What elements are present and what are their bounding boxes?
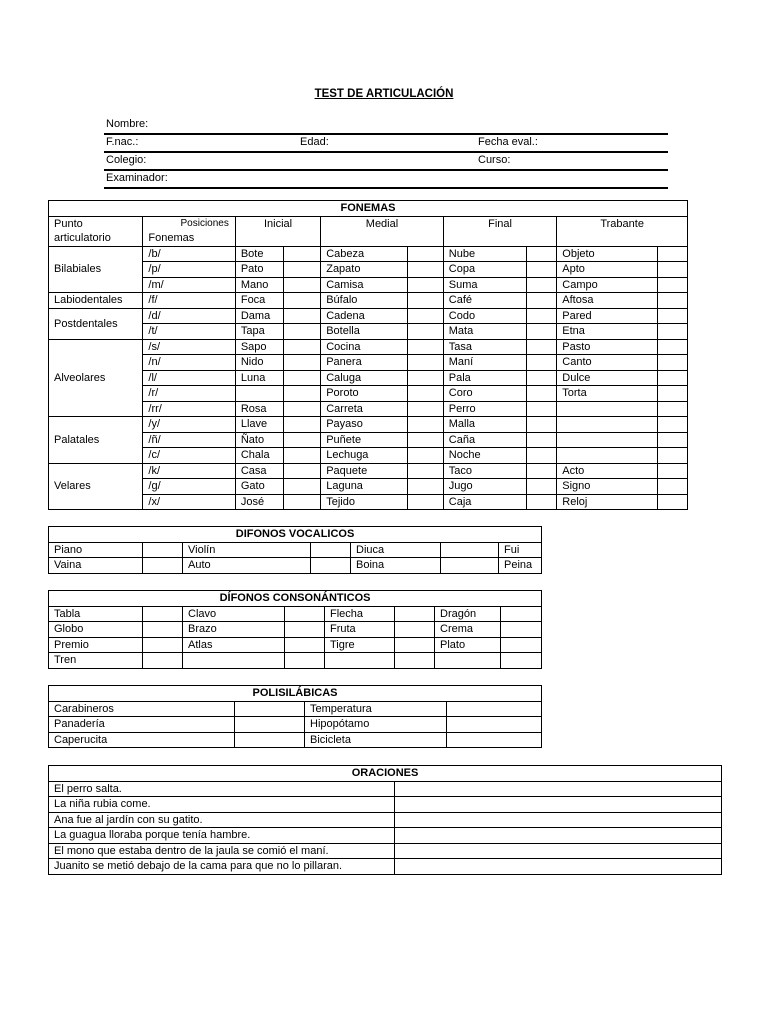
- score-cell: [284, 370, 321, 386]
- word-cell: Temperatura: [305, 701, 447, 717]
- score-cell: [284, 448, 321, 464]
- score-cell: [395, 781, 722, 797]
- score-cell: [235, 717, 305, 733]
- score-cell: [395, 797, 722, 813]
- sentence-row: [49, 859, 722, 875]
- final-word-cell: Nube: [443, 246, 526, 262]
- final-word-cell: Maní: [443, 355, 526, 371]
- inicial-word-cell: Ñato: [235, 432, 283, 448]
- score-cell: [407, 308, 443, 324]
- fonema-row: [49, 308, 688, 324]
- score-cell: [657, 262, 687, 278]
- medial-word-cell: Paquete: [321, 463, 407, 479]
- fonema-cell: /r/: [143, 386, 235, 402]
- word-row: [49, 732, 542, 748]
- score-cell: [284, 246, 321, 262]
- fonema-cell: /c/: [143, 448, 235, 464]
- score-cell: [527, 386, 557, 402]
- score-cell: [285, 637, 325, 653]
- word-row: [49, 558, 542, 574]
- score-cell: [657, 370, 687, 386]
- score-cell: [657, 339, 687, 355]
- score-cell: [311, 542, 351, 558]
- fonema-row: [49, 324, 688, 340]
- final-word-cell: Codo: [443, 308, 526, 324]
- trabante-word-cell: Acto: [557, 463, 657, 479]
- score-cell: [657, 417, 687, 433]
- word-cell: [435, 653, 501, 669]
- trabante-word-cell: Pared: [557, 308, 657, 324]
- word-row: [49, 606, 542, 622]
- word-cell: Atlas: [183, 637, 285, 653]
- final-word-cell: Copa: [443, 262, 526, 278]
- oraciones-table: [48, 765, 722, 875]
- score-cell: [407, 448, 443, 464]
- score-cell: [284, 308, 321, 324]
- score-cell: [143, 606, 183, 622]
- punto-articulatorio-cell: Alveolares: [49, 339, 143, 417]
- final-word-cell: Caña: [443, 432, 526, 448]
- score-cell: [441, 558, 499, 574]
- medial-word-cell: Cabeza: [321, 246, 407, 262]
- fonema-cell: /b/: [143, 246, 235, 262]
- final-word-cell: Malla: [443, 417, 526, 433]
- score-cell: [143, 653, 183, 669]
- word-cell: Premio: [49, 637, 143, 653]
- score-cell: [284, 432, 321, 448]
- inicial-word-cell: Bote: [235, 246, 283, 262]
- fonema-row: [49, 277, 688, 293]
- final-word-cell: Tasa: [443, 339, 526, 355]
- word-cell: Vaina: [49, 558, 143, 574]
- score-cell: [395, 812, 722, 828]
- difonos-vocalicos-title: DIFONOS VOCALICOS: [49, 527, 542, 543]
- inicial-word-cell: Gato: [235, 479, 283, 495]
- score-cell: [657, 494, 687, 510]
- score-cell: [395, 606, 435, 622]
- score-cell: [657, 432, 687, 448]
- score-cell: [527, 401, 557, 417]
- medial-word-cell: Tejido: [321, 494, 407, 510]
- inicial-word-cell: Tapa: [235, 324, 283, 340]
- difonos-consonanticos-table: [48, 590, 542, 669]
- final-word-cell: Caja: [443, 494, 526, 510]
- fonema-row: [49, 262, 688, 278]
- score-cell: [284, 277, 321, 293]
- medial-word-cell: Laguna: [321, 479, 407, 495]
- inicial-word-cell: Pato: [235, 262, 283, 278]
- score-cell: [143, 637, 183, 653]
- word-cell: Brazo: [183, 622, 285, 638]
- punto-articulatorio-cell: Velares: [49, 463, 143, 510]
- score-cell: [395, 828, 722, 844]
- score-cell: [501, 606, 542, 622]
- trabante-word-cell: Signo: [557, 479, 657, 495]
- medial-word-cell: Payaso: [321, 417, 407, 433]
- score-cell: [143, 622, 183, 638]
- word-cell: Crema: [435, 622, 501, 638]
- trabante-word-cell: Torta: [557, 386, 657, 402]
- word-row: [49, 542, 542, 558]
- word-cell: Tabla: [49, 606, 143, 622]
- sentence-row: [49, 843, 722, 859]
- inicial-word-cell: Rosa: [235, 401, 283, 417]
- fonema-row: [49, 339, 688, 355]
- word-row: [49, 653, 542, 669]
- score-cell: [143, 542, 183, 558]
- trabante-word-cell: Canto: [557, 355, 657, 371]
- score-cell: [527, 246, 557, 262]
- inicial-word-cell: Foca: [235, 293, 283, 309]
- medial-word-cell: Poroto: [321, 386, 407, 402]
- fonema-row: [49, 355, 688, 371]
- word-cell: Boina: [351, 558, 441, 574]
- medial-word-cell: Cocina: [321, 339, 407, 355]
- score-cell: [235, 732, 305, 748]
- score-cell: [395, 843, 722, 859]
- word-cell: Fruta: [325, 622, 395, 638]
- score-cell: [284, 401, 321, 417]
- final-word-cell: Coro: [443, 386, 526, 402]
- word-cell: Globo: [49, 622, 143, 638]
- score-cell: [657, 463, 687, 479]
- score-cell: [407, 262, 443, 278]
- word-cell: Carabineros: [49, 701, 235, 717]
- score-cell: [657, 386, 687, 402]
- score-cell: [407, 370, 443, 386]
- score-cell: [657, 401, 687, 417]
- word-cell: [183, 653, 285, 669]
- fonema-cell: /rr/: [143, 401, 235, 417]
- score-cell: [284, 324, 321, 340]
- score-cell: [395, 622, 435, 638]
- trabante-word-cell: [557, 448, 657, 464]
- score-cell: [407, 432, 443, 448]
- trabante-word-cell: Pasto: [557, 339, 657, 355]
- score-cell: [657, 293, 687, 309]
- score-cell: [284, 479, 321, 495]
- patient-info: [104, 117, 668, 189]
- polisilabicas-title: POLISILÁBICAS: [49, 686, 542, 702]
- score-cell: [657, 308, 687, 324]
- score-cell: [527, 417, 557, 433]
- medial-word-cell: Zapato: [321, 262, 407, 278]
- final-word-cell: Pala: [443, 370, 526, 386]
- trabante-word-cell: Reloj: [557, 494, 657, 510]
- word-cell: Hipopótamo: [305, 717, 447, 733]
- score-cell: [527, 494, 557, 510]
- score-cell: [527, 262, 557, 278]
- sentence-row: [49, 828, 722, 844]
- difonos-vocalicos-table: [48, 526, 542, 574]
- header-inicial: Inicial: [235, 216, 320, 246]
- score-cell: [447, 732, 542, 748]
- sentence-cell: La niña rubia come.: [49, 797, 395, 813]
- word-cell: Bicicleta: [305, 732, 447, 748]
- inicial-word-cell: Sapo: [235, 339, 283, 355]
- fonema-cell: /k/: [143, 463, 235, 479]
- score-cell: [395, 859, 722, 875]
- score-cell: [527, 339, 557, 355]
- word-cell: Auto: [183, 558, 311, 574]
- header-final: Final: [443, 216, 557, 246]
- fonema-row: [49, 432, 688, 448]
- word-row: [49, 701, 542, 717]
- word-cell: Flecha: [325, 606, 395, 622]
- examinador-label: Examinador:: [106, 172, 168, 184]
- punto-articulatorio-cell: Labiodentales: [49, 293, 143, 309]
- trabante-word-cell: [557, 401, 657, 417]
- oraciones-title: ORACIONES: [49, 766, 722, 782]
- score-cell: [235, 701, 305, 717]
- medial-word-cell: Botella: [321, 324, 407, 340]
- score-cell: [285, 622, 325, 638]
- score-cell: [501, 653, 542, 669]
- inicial-word-cell: Mano: [235, 277, 283, 293]
- fonema-row: [49, 494, 688, 510]
- punto-articulatorio-cell: Palatales: [49, 417, 143, 464]
- score-cell: [527, 324, 557, 340]
- word-row: [49, 622, 542, 638]
- score-cell: [527, 448, 557, 464]
- medial-word-cell: Panera: [321, 355, 407, 371]
- final-word-cell: Suma: [443, 277, 526, 293]
- header-punto: Punto: [49, 216, 143, 231]
- polisilabicas-table: [48, 685, 542, 748]
- score-cell: [407, 494, 443, 510]
- sentence-row: [49, 781, 722, 797]
- score-cell: [527, 432, 557, 448]
- word-row: [49, 717, 542, 733]
- score-cell: [284, 262, 321, 278]
- info-row-examinador: [104, 171, 668, 189]
- score-cell: [407, 277, 443, 293]
- score-cell: [447, 717, 542, 733]
- inicial-word-cell: [235, 386, 283, 402]
- word-cell: Diuca: [351, 542, 441, 558]
- final-word-cell: Jugo: [443, 479, 526, 495]
- score-cell: [527, 479, 557, 495]
- trabante-word-cell: Apto: [557, 262, 657, 278]
- score-cell: [407, 417, 443, 433]
- score-cell: [284, 494, 321, 510]
- medial-word-cell: Búfalo: [321, 293, 407, 309]
- medial-word-cell: Lechuga: [321, 448, 407, 464]
- score-cell: [284, 386, 321, 402]
- score-cell: [284, 463, 321, 479]
- inicial-word-cell: Luna: [235, 370, 283, 386]
- trabante-word-cell: Etna: [557, 324, 657, 340]
- score-cell: [407, 324, 443, 340]
- header-trabante: Trabante: [557, 216, 688, 246]
- score-cell: [407, 246, 443, 262]
- score-cell: [407, 355, 443, 371]
- sentence-cell: El perro salta.: [49, 781, 395, 797]
- difonos-consonanticos-title: DÍFONOS CONSONÁNTICOS: [49, 591, 542, 607]
- nombre-label: Nombre:: [106, 118, 149, 130]
- score-cell: [407, 401, 443, 417]
- score-cell: [527, 293, 557, 309]
- final-word-cell: Perro: [443, 401, 526, 417]
- info-row-nombre: [104, 117, 668, 135]
- word-cell: [325, 653, 395, 669]
- score-cell: [527, 277, 557, 293]
- score-cell: [501, 637, 542, 653]
- fonema-row: [49, 448, 688, 464]
- fonema-cell: /x/: [143, 494, 235, 510]
- score-cell: [657, 246, 687, 262]
- score-cell: [657, 479, 687, 495]
- inicial-word-cell: José: [235, 494, 283, 510]
- score-cell: [407, 339, 443, 355]
- score-cell: [527, 463, 557, 479]
- word-cell: Plato: [435, 637, 501, 653]
- trabante-word-cell: Campo: [557, 277, 657, 293]
- word-cell: Panadería: [49, 717, 235, 733]
- punto-articulatorio-cell: Bilabiales: [49, 246, 143, 293]
- medial-word-cell: Caluga: [321, 370, 407, 386]
- header-medial: Medial: [321, 216, 444, 246]
- fonema-row: [49, 463, 688, 479]
- medial-word-cell: Cadena: [321, 308, 407, 324]
- colegio-label: Colegio:: [106, 154, 147, 166]
- score-cell: [284, 339, 321, 355]
- word-cell: Caperucita: [49, 732, 235, 748]
- medial-word-cell: Carreta: [321, 401, 407, 417]
- score-cell: [527, 355, 557, 371]
- inicial-word-cell: Chala: [235, 448, 283, 464]
- score-cell: [395, 653, 435, 669]
- score-cell: [657, 355, 687, 371]
- medial-word-cell: Camisa: [321, 277, 407, 293]
- word-cell: Piano: [49, 542, 143, 558]
- info-row-fnac: [104, 135, 668, 153]
- sentence-cell: Juanito se metió debajo de la cama para que no lo pillaran.: [49, 859, 395, 875]
- score-cell: [143, 558, 183, 574]
- trabante-word-cell: Dulce: [557, 370, 657, 386]
- word-cell: Tigre: [325, 637, 395, 653]
- header-posiciones: Posiciones: [143, 216, 235, 231]
- score-cell: [501, 622, 542, 638]
- fonema-row: [49, 370, 688, 386]
- trabante-word-cell: [557, 417, 657, 433]
- fonema-cell: /p/: [143, 262, 235, 278]
- header-fonemas: Fonemas: [143, 231, 235, 246]
- fonema-row: [49, 246, 688, 262]
- fonema-row: [49, 293, 688, 309]
- medial-word-cell: Puñete: [321, 432, 407, 448]
- fonema-cell: /l/: [143, 370, 235, 386]
- sentence-cell: El mono que estaba dentro de la jaula se comió el maní.: [49, 843, 395, 859]
- word-cell: Tren: [49, 653, 143, 669]
- fonema-cell: /d/: [143, 308, 235, 324]
- header-articulatorio: articulatorio: [49, 231, 143, 246]
- fonema-row: [49, 401, 688, 417]
- final-word-cell: Café: [443, 293, 526, 309]
- fonema-cell: /m/: [143, 277, 235, 293]
- fecha-eval-label: Fecha eval.:: [478, 136, 538, 148]
- score-cell: [407, 386, 443, 402]
- score-cell: [407, 479, 443, 495]
- curso-label: Curso:: [478, 154, 511, 166]
- fonema-cell: /n/: [143, 355, 235, 371]
- sentence-cell: La guagua lloraba porque tenía hambre.: [49, 828, 395, 844]
- score-cell: [311, 558, 351, 574]
- page-title: TEST DE ARTICULACIÓN: [314, 88, 454, 100]
- punto-articulatorio-cell: Postdentales: [49, 308, 143, 339]
- fonema-row: [49, 417, 688, 433]
- fonema-row: [49, 479, 688, 495]
- score-cell: [441, 542, 499, 558]
- score-cell: [657, 324, 687, 340]
- fonema-cell: /y/: [143, 417, 235, 433]
- trabante-word-cell: [557, 432, 657, 448]
- sentence-row: [49, 797, 722, 813]
- final-word-cell: Taco: [443, 463, 526, 479]
- word-cell: Dragón: [435, 606, 501, 622]
- score-cell: [284, 417, 321, 433]
- inicial-word-cell: Dama: [235, 308, 283, 324]
- score-cell: [285, 653, 325, 669]
- fonema-cell: /t/: [143, 324, 235, 340]
- word-cell: Fui: [499, 542, 542, 558]
- trabante-word-cell: Aftosa: [557, 293, 657, 309]
- fonemas-title: FONEMAS: [49, 201, 688, 217]
- final-word-cell: Mata: [443, 324, 526, 340]
- score-cell: [407, 293, 443, 309]
- score-cell: [284, 293, 321, 309]
- fnac-label: F.nac.:: [106, 136, 139, 148]
- sentence-row: [49, 812, 722, 828]
- fonema-cell: /f/: [143, 293, 235, 309]
- word-row: [49, 637, 542, 653]
- fonema-cell: /ñ/: [143, 432, 235, 448]
- word-cell: Clavo: [183, 606, 285, 622]
- score-cell: [447, 701, 542, 717]
- score-cell: [407, 463, 443, 479]
- inicial-word-cell: Llave: [235, 417, 283, 433]
- edad-label: Edad:: [300, 136, 329, 148]
- score-cell: [657, 448, 687, 464]
- fonema-cell: /s/: [143, 339, 235, 355]
- score-cell: [527, 370, 557, 386]
- fonema-row: [49, 386, 688, 402]
- trabante-word-cell: Objeto: [557, 246, 657, 262]
- score-cell: [657, 277, 687, 293]
- inicial-word-cell: Casa: [235, 463, 283, 479]
- score-cell: [284, 355, 321, 371]
- fonema-cell: /g/: [143, 479, 235, 495]
- sentence-cell: Ana fue al jardín con su gatito.: [49, 812, 395, 828]
- score-cell: [527, 308, 557, 324]
- score-cell: [395, 637, 435, 653]
- score-cell: [285, 606, 325, 622]
- fonemas-table: [48, 200, 688, 510]
- final-word-cell: Noche: [443, 448, 526, 464]
- inicial-word-cell: Nido: [235, 355, 283, 371]
- word-cell: Peina: [499, 558, 542, 574]
- word-cell: Violín: [183, 542, 311, 558]
- info-row-colegio: [104, 153, 668, 171]
